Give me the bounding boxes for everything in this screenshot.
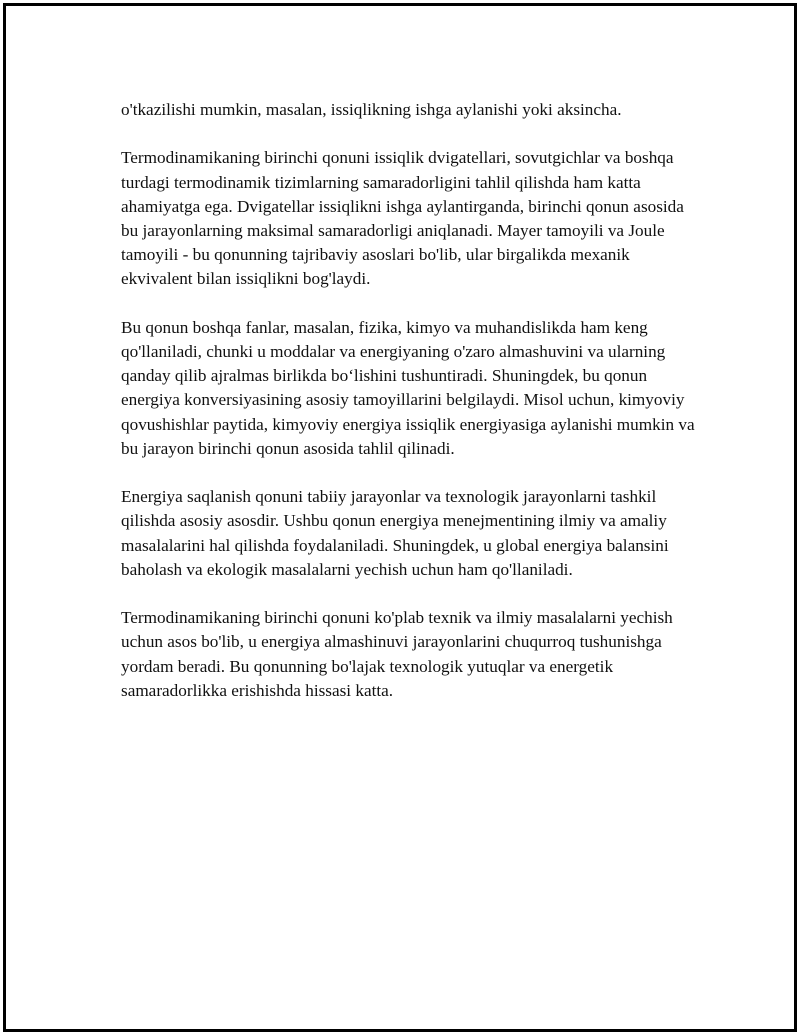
document-body [121,98,696,727]
paragraph-1: o'tkazilishi mumkin, masalan, issiqlikning ishga aylanishi yoki aksincha. [121,100,622,119]
paragraph-2: Termodinamikaning birinchi qonuni issiqlik dvigatellari, sovutgichlar va boshqa turdagi termodinamik tizimlarning samaradorligini tahlil qilishda ham katta ahamiyatga ega. Dvigatellar issiqlikni ishga aylantirganda, birinchi qonun asosida bu jarayonlarning maksimal samaradorligi aniqlanadi. Mayer tamoyili va Joule tamoyili - bu qonunning tajribaviy asoslari bo'lib, ular birgalikda mexanik ekvivalent bilan issiqlikni bog'laydi. [121,148,684,289]
paragraph-5: Termodinamikaning birinchi qonuni ko'plab texnik va ilmiy masalalarni yechish uchun asos bo'lib, u energiya almashinuvi jarayonlarini chuqurroq tushunishga yordam beradi. Bu qonunning bo'lajak texnologik yutuqlar va energetik samaradorlikka erishishda hissasi katta. [121,608,673,700]
document-page [3,3,797,1032]
paragraph-3: Bu qonun boshqa fanlar, masalan, fizika, kimyo va muhandislikda ham keng qo'llaniladi, chunki u moddalar va energiyaning o'zaro almashuvini va ularning qanday qilib ajralmas birlikda bo‘lishini tushuntiradi. Shuningdek, bu qonun energiya konversiyasining asosiy tamoyillarini belgilaydi. Misol uchun, kimyoviy qovushishlar paytida, kimyoviy energiya issiqlik energiyasiga aylanishi mumkin va bu jarayon birinchi qonun asosida tahlil qilinadi. [121,317,695,458]
paragraph-4: Energiya saqlanish qonuni tabiiy jarayonlar va texnologik jarayonlarni tashkil qilishda asosiy asosdir. Ushbu qonun energiya menejmentining ilmiy va amaliy masalalarini hal qilishda foydalaniladi. Shuningdek, u global energiya balansini baholash va ekologik masalalarni yechish uchun ham qo'llaniladi. [121,487,669,579]
